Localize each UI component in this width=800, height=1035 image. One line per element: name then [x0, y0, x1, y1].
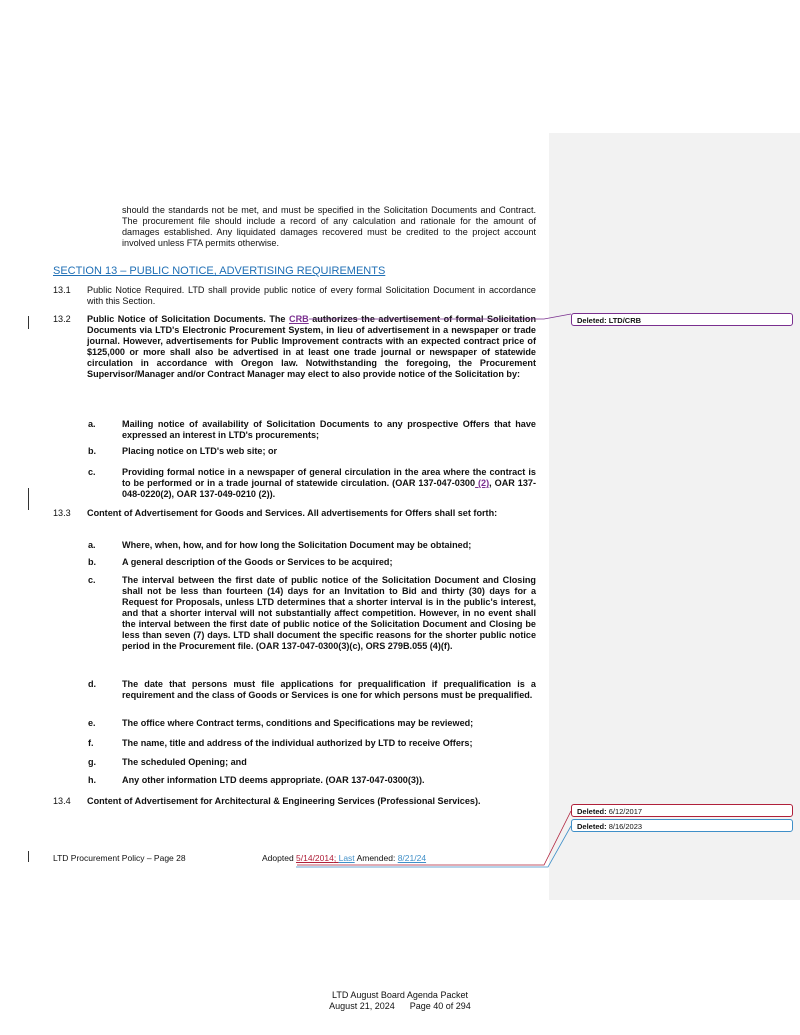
section-13-1-text: Public Notice Required. LTD shall provide public notice of every formal Solicitation Document in accordance with this Section. — [87, 285, 536, 306]
comment-balloon[interactable]: Deleted: 6/12/2017 — [571, 804, 793, 817]
inserted-text: (2) — [475, 478, 490, 488]
amended-date: 8/21/24 — [397, 853, 427, 863]
footer-adopted-line: Adopted 5/14/2014; Last Amended: 8/21/24 — [262, 853, 427, 863]
list-letter: a. — [88, 540, 96, 550]
list-item: Any other information LTD deems appropriate. (OAR 137-047-0300(3)). — [122, 775, 425, 785]
list-letter: g. — [88, 757, 97, 767]
list-letter: e. — [88, 718, 96, 728]
list-letter: a. — [88, 419, 96, 429]
list-item: Mailing notice of availability of Solicitation Documents to any prospective Offers that have expressed an interest in LTD's procurements; — [122, 419, 536, 440]
list-item: Where, when, how, and for how long the Solicitation Document may be obtained; — [122, 540, 472, 550]
list-item: The scheduled Opening; and — [122, 757, 247, 767]
list-item: The interval between the first date of public notice of the Solicitation Document and Closing shall not be less than fourteen (14) days for an Invitation to Bid and thirty (30) days for a Request for Proposals, unless LTD determines that a shorter interval is in the public's interest, and that a shorter interval will not substantially affect competition. However, in no event shall the interval between the first date of public notice of the Solicitation Document and Closing be less than seven (7) days. LTD shall document the specific reasons for the shorter public notice period in the Procurement file. (OAR 137-047-0300(3)(c), ORS 279B.055 (4)(f). — [122, 575, 536, 651]
last-word: Last — [338, 853, 355, 863]
section-heading[interactable]: SECTION 13 – PUBLIC NOTICE, ADVERTISING REQUIREMENTS — [53, 265, 386, 277]
section-13-2-text: Public Notice of Solicitation Documents. The CRB authorizes the advertisement of formal Solicitation Documents via LTD's Electronic Procurement System, in lieu of advertisement in a newspaper or trade journal. However, advertisements for Public Improvement contracts with an expected contract price of $125,000 or more shall also be advertised in at least one trade journal or newspaper of statewide circulation in accordance with Oregon law. Notwithstanding the foregoing, the Procurement Supervisor/Manager and/or Contract Manager may elect to also provide notice of the Solicitation by: — [87, 314, 537, 379]
list-item: The date that persons must file applications for prequalification if prequalification is a requirement and the class of Goods or Services is one for which persons must be prequalified. — [122, 679, 536, 700]
list-item: The name, title and address of the individual authorized by LTD to receive Offers; — [122, 738, 473, 748]
list-letter: c. — [88, 467, 96, 477]
comment-balloon[interactable]: Deleted: 8/16/2023 — [571, 819, 793, 832]
intro-paragraph: should the standards not be met, and must be specified in the Solicitation Documents and Contract. The procurement file should include a record of any calculation and rationale for the amount of damages established. Any liquidated damages recovered must be credited to the project account involved unless FTA permits otherwise. — [122, 205, 536, 248]
footer-page-label: LTD Procurement Policy – Page 28 — [53, 853, 186, 863]
connector-line — [309, 314, 571, 319]
list-letter: f. — [88, 738, 94, 748]
list-letter: b. — [88, 446, 97, 456]
adopted-date: 5/14/2014 — [296, 853, 334, 863]
list-item: A general description of the Goods or Services to be acquired; — [122, 557, 393, 567]
section-number: 13.3 — [53, 508, 71, 518]
list-item: Placing notice on LTD's web site; or — [122, 446, 278, 456]
section-number: 13.4 — [53, 796, 71, 806]
list-letter: d. — [88, 679, 97, 689]
comment-balloon[interactable]: Deleted: LTD/CRB — [571, 313, 793, 326]
list-letter: h. — [88, 775, 97, 785]
list-letter: c. — [88, 575, 96, 585]
packet-title: LTD August Board Agenda Packet — [332, 990, 468, 1000]
list-letter: b. — [88, 557, 97, 567]
packet-date-page: August 21, 2024 Page 40 of 294 — [329, 1001, 471, 1011]
inserted-text: CRB — [289, 314, 309, 324]
list-item: The office where Contract terms, conditions and Specifications may be reviewed; — [122, 718, 474, 728]
section-number: 13.1 — [53, 285, 71, 295]
section-13-3-text: Content of Advertisement for Goods and Services. All advertisements for Offers shall set forth: — [87, 508, 498, 518]
section-13-4-text: Content of Advertisement for Architectural & Engineering Services (Professional Services). — [87, 796, 481, 806]
list-item: Providing formal notice in a newspaper of general circulation in the area where the contract is to be performed or in a trade journal of statewide circulation. (OAR 137-047-0300 (2), OAR 137-048-0220(2), OAR 137-049-0210 (2)). — [122, 467, 537, 499]
section-number: 13.2 — [53, 314, 71, 324]
